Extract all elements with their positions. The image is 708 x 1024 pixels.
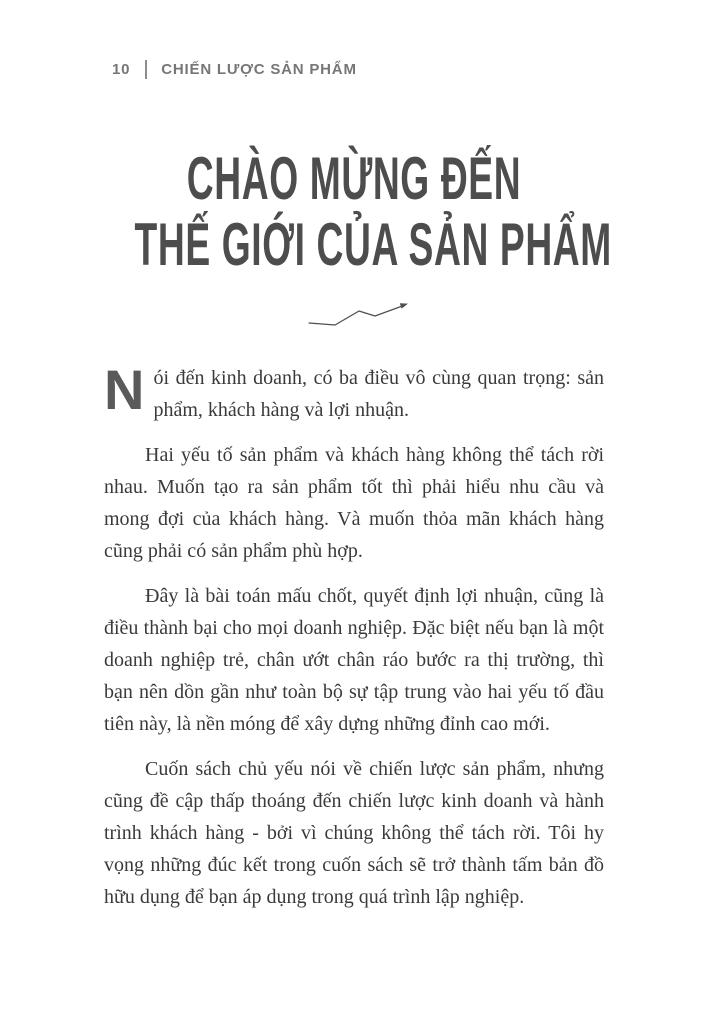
- header-divider: [145, 60, 147, 79]
- page-number: 10: [112, 61, 131, 78]
- paragraph-opening: [104, 358, 604, 426]
- chapter-body: [104, 358, 604, 913]
- chapter-title-line2: THẾ GIỚI CỦA SẢN PHẨM: [134, 211, 612, 278]
- opening-text: ói đến kinh doanh, có ba điều vô cùng quan trọng: sản phẩm, khách hàng và lợi nhuận.: [153, 367, 604, 421]
- chapter-title-line1: CHÀO MỪNG ĐẾN: [186, 145, 522, 212]
- paragraph: Hai yếu tố sản phẩm và khách hàng không thể tách rời nhau. Muốn tạo ra sản phẩm tốt thì phải hiểu nhu cầu và mong đợi của khách hàng. Và muốn thỏa mãn khách hàng cũng phải có sản phẩm phù hợp.: [104, 444, 604, 562]
- running-title: CHIẾN LƯỢC SẢN PHẨM: [161, 61, 357, 78]
- paragraph: Cuốn sách chủ yếu nói về chiến lược sản phẩm, nhưng cũng đề cập thấp thoáng đến chiến lược kinh doanh và hành trình khách hàng - bởi vì chúng không thể tách rời. Tôi hy vọng những đúc kết trong cuốn sách sẽ trở thành tấm bản đồ hữu dụng để bạn áp dụng trong quá trình lập nghiệp.: [104, 758, 604, 908]
- trend-arrow-icon: [306, 298, 416, 330]
- chapter-title: [134, 145, 612, 278]
- page-header: [112, 60, 357, 79]
- paragraph: Đây là bài toán mấu chốt, quyết định lợi nhuận, cũng là điều thành bại cho mọi doanh nghiệp. Đặc biệt nếu bạn là một doanh nghiệp trẻ, chân ướt chân ráo bước ra thị trường, thì bạn nên dồn gần như toàn bộ sự tập trung vào hai yếu tố đầu tiên này, là nền móng để xây dựng những đỉnh cao mới.: [104, 585, 604, 735]
- drop-cap: N: [104, 358, 145, 421]
